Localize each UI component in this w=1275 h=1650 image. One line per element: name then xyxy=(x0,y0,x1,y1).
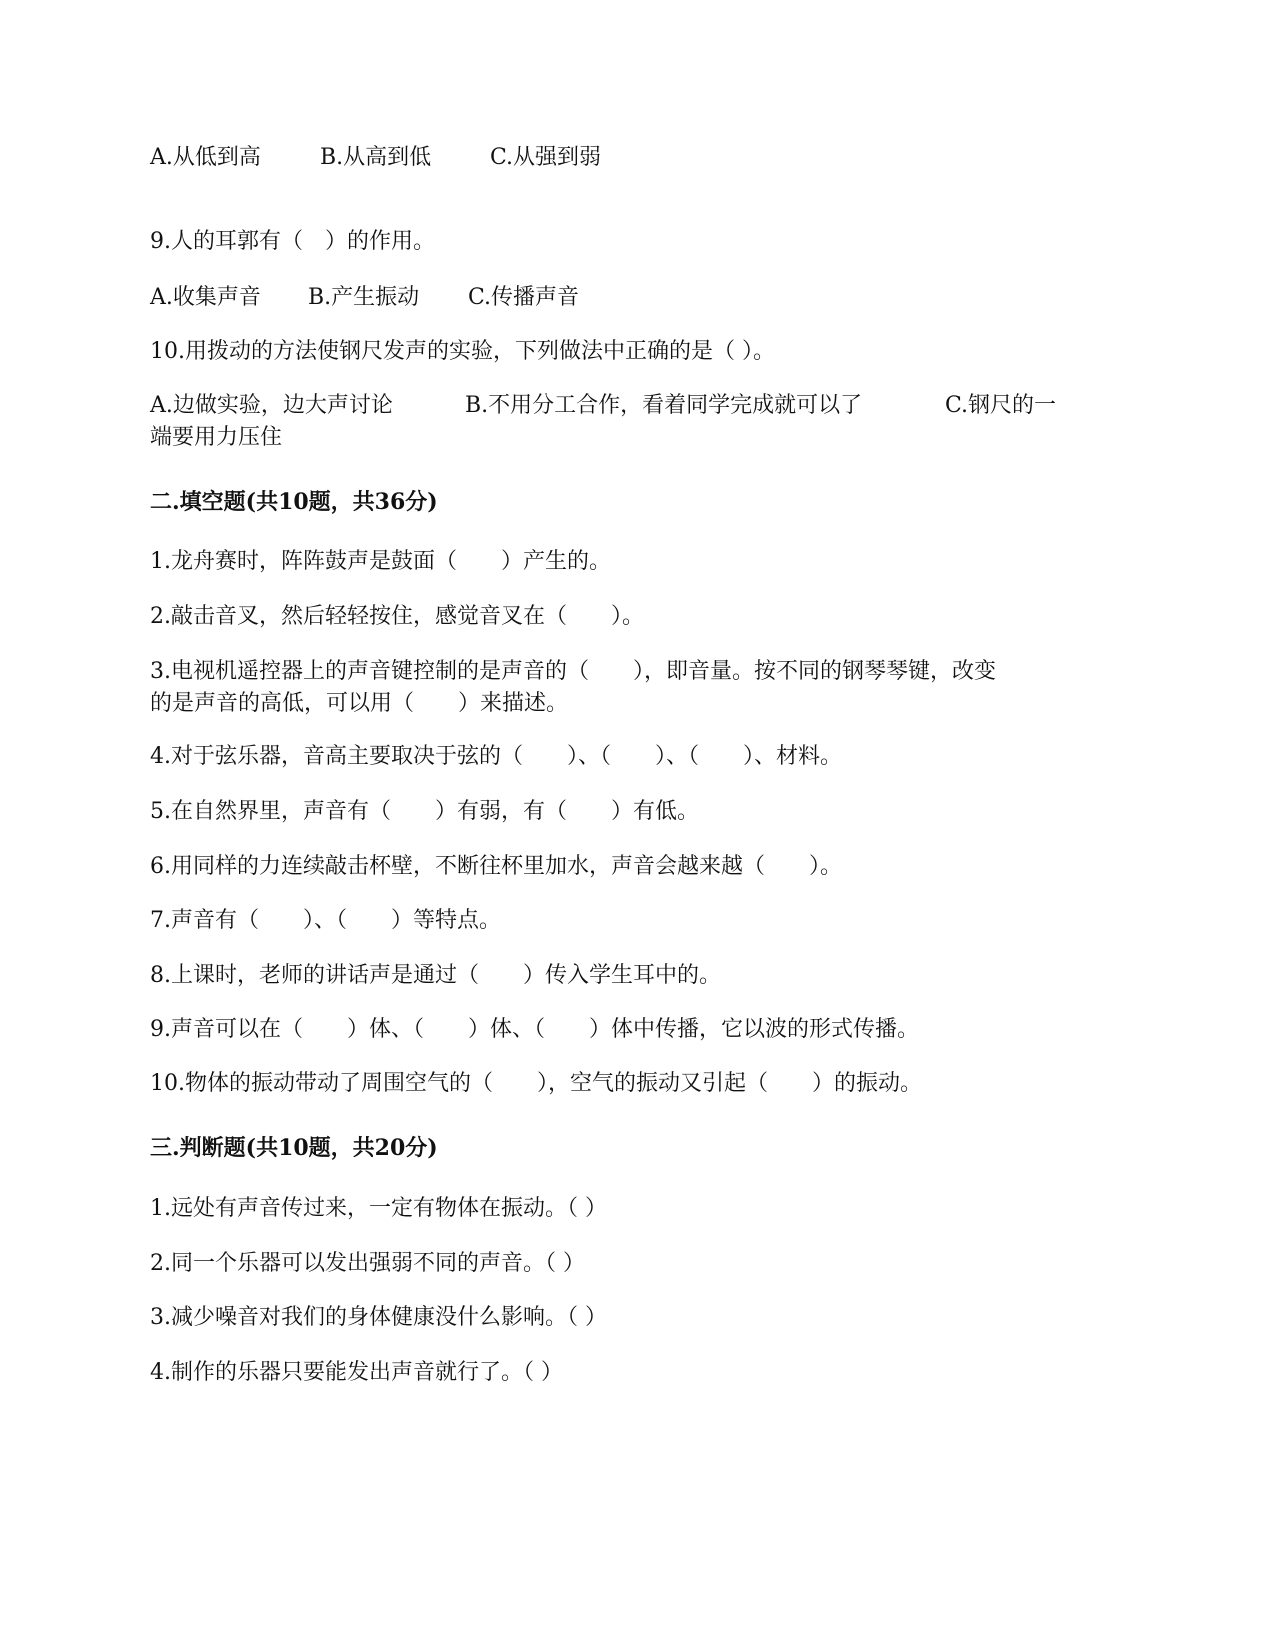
question-9: 9.人的耳郭有（ ）的作用。 xyxy=(150,229,435,254)
fill-question-6: 6.用同样的力连续敲击杯壁，不断往杯里加水，声音会越来越（ ）。 xyxy=(150,854,842,879)
fill-question-4: 4.对于弦乐器，音高主要取决于弦的（ ）、（ ）、（ ）、材料。 xyxy=(150,744,842,769)
section-heading-true-false: 三.判断题(共10题，共20分) xyxy=(150,1135,438,1161)
option-c: C.钢尺的一 xyxy=(945,393,1057,418)
option-c: C.从强到弱 xyxy=(490,145,602,170)
section-heading-fill-in: 二.填空题(共10题，共36分) xyxy=(150,489,438,515)
judge-question-2: 2.同一个乐器可以发出强弱不同的声音。（ ） xyxy=(150,1251,585,1276)
fill-question-7: 7.声音有（ ）、（ ）等特点。 xyxy=(150,908,501,933)
fill-question-2: 2.敲击音叉，然后轻轻按住，感觉音叉在（ ）。 xyxy=(150,604,644,629)
q10-options-continued: 端要用力压住 xyxy=(150,425,283,450)
question-10: 10.用拨动的方法使钢尺发声的实验，下列做法中正确的是（ ）。 xyxy=(150,339,775,364)
fill-question-3: 3.电视机遥控器上的声音键控制的是声音的（ ），即音量。按不同的钢琴琴键，改变 xyxy=(150,659,996,684)
fill-question-5: 5.在自然界里，声音有（ ）有弱，有（ ）有低。 xyxy=(150,799,699,824)
fill-question-3-continued: 的是声音的高低，可以用（ ）来描述。 xyxy=(150,691,569,716)
option-b: B.产生振动 xyxy=(308,285,420,310)
option-a: A.收集声音 xyxy=(150,285,261,310)
q10-options xyxy=(150,390,1110,422)
option-c: C.传播声音 xyxy=(468,285,580,310)
judge-question-3: 3.减少噪音对我们的身体健康没什么影响。（ ） xyxy=(150,1305,607,1330)
q9-options xyxy=(150,282,1110,314)
q8-options xyxy=(150,142,1110,174)
judge-question-1: 1.远处有声音传过来，一定有物体在振动。（ ） xyxy=(150,1196,607,1221)
fill-question-10: 10.物体的振动带动了周围空气的（ ），空气的振动又引起（ ）的振动。 xyxy=(150,1071,922,1096)
option-b: B.不用分工合作，看着同学完成就可以了 xyxy=(465,393,863,418)
option-a: A.边做实验，边大声讨论 xyxy=(150,393,393,418)
option-b: B.从高到低 xyxy=(320,145,432,170)
fill-question-8: 8.上课时，老师的讲话声是通过（ ）传入学生耳中的。 xyxy=(150,963,721,988)
fill-question-1: 1.龙舟赛时，阵阵鼓声是鼓面（ ）产生的。 xyxy=(150,549,611,574)
option-a: A.从低到高 xyxy=(150,145,261,170)
fill-question-9: 9.声音可以在（ ）体、（ ）体、（ ）体中传播，它以波的形式传播。 xyxy=(150,1017,919,1042)
judge-question-4: 4.制作的乐器只要能发出声音就行了。（ ） xyxy=(150,1360,563,1385)
